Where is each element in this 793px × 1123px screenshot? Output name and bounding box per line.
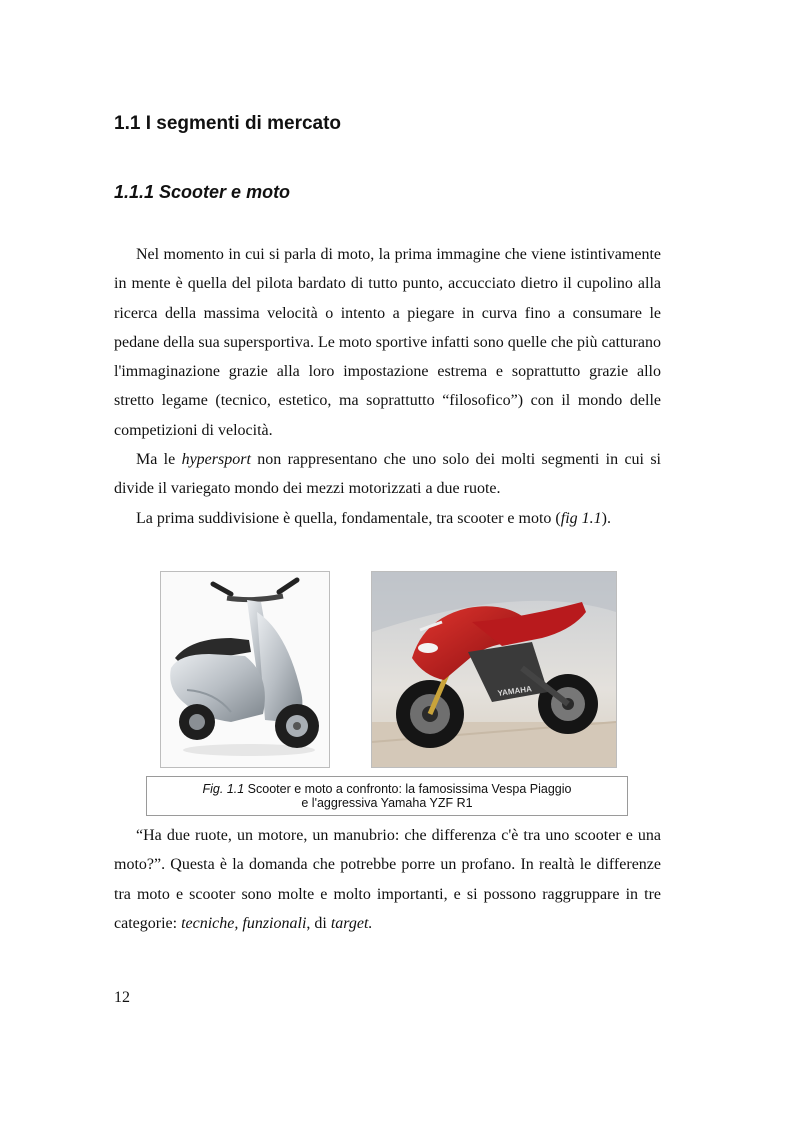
vespa-scooter-image [160, 571, 330, 768]
paragraph-2: Ma le hypersport non rappresentano che uno solo dei molti segmenti in cui si divide il variegato mondo dei mezzi motorizzati a due ruote. [114, 451, 661, 498]
page-number: 12 [114, 989, 130, 1006]
subsection-heading: 1.1.1 Scooter e moto [114, 182, 291, 202]
figure-label: Fig. 1.1 [202, 782, 245, 796]
paragraph-1: Nel momento in cui si parla di moto, la prima immagine che viene istintivamente in mente è quella del pilota bardato di tutto punto, accucciato dietro il cupolino alla ricerca della massima velocità o intento a piegare in curva fino a consumare le pedane della sua supersportiva. Le moto sportive infatti sono quelle che più catturano l'immaginazione grazie alla loro impostazione estrema e soprattutto grazie allo stretto legame (tecnico, estetico, ma soprattutto “filosofico”) con il mondo delle competizioni di velocità. [114, 246, 661, 439]
body-text-bottom [114, 821, 661, 938]
caption-line-2: e l'aggressiva Yamaha YZF R1 [301, 796, 473, 810]
section-heading: 1.1 I segmenti di mercato [114, 113, 342, 134]
paragraph-3: La prima suddivisione è quella, fondamentale, tra scooter e moto (fig 1.1). [136, 509, 611, 527]
figure-caption [146, 776, 628, 816]
body-text-top [114, 240, 661, 533]
moto-badge-text: YAMAHA [497, 684, 533, 698]
caption-line-1: Fig. 1.1 Scooter e moto a confronto: la famosissima Vespa Piaggio [202, 782, 572, 796]
paragraph-4: “Ha due ruote, un motore, un manubrio: che differenza c'è tra uno scooter e una moto?”. Questa è la domanda che potrebbe porre un profano. In realtà le differenze tra moto e scooter sono molte e molto importanti, e si possono raggruppare in tre categorie: tecniche, funzionali, di target. [114, 827, 661, 932]
yamaha-r1-image [371, 571, 617, 768]
